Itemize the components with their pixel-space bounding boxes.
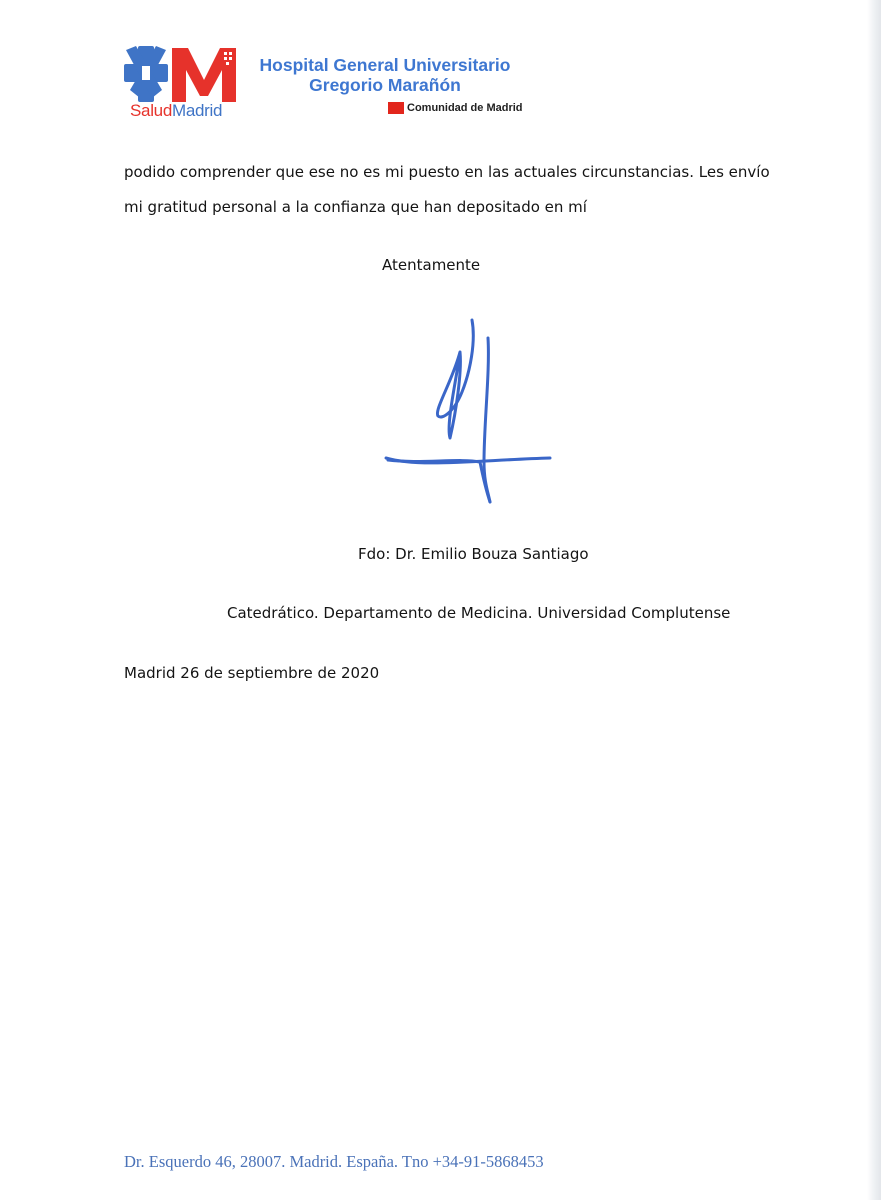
page-edge-shadow <box>867 0 881 1200</box>
letter-paragraph-line2: mi gratitud personal a la confianza que han depositado en mí <box>124 198 587 216</box>
letterhead <box>124 46 564 126</box>
signatory-name: Fdo: Dr. Emilio Bouza Santiago <box>358 545 589 563</box>
hospital-name-line2: Gregorio Marañón <box>309 75 461 95</box>
letter-date: Madrid 26 de septiembre de 2020 <box>124 664 380 682</box>
wordmark-madrid: Madrid <box>171 101 223 120</box>
hospital-name-line1: Hospital General Universitario <box>259 55 511 75</box>
closing-salutation: Atentamente <box>382 256 481 274</box>
comunidad-madrid-logo <box>388 102 523 114</box>
comunidad-label: Comunidad de Madrid <box>407 102 523 114</box>
letter-paragraph-line1: podido comprender que ese no es mi puesto en las actuales circunstancias. Les envío <box>124 163 770 181</box>
salud-madrid-wordmark <box>130 101 222 121</box>
signatory-position: Catedrático. Departamento de Medicina. Universidad Complutense <box>227 604 731 622</box>
handwritten-signature <box>380 312 560 512</box>
footer-address: Dr. Esquerdo 46, 28007. Madrid. España. Tno +34-91-5868453 <box>124 1152 544 1171</box>
comunidad-flag-icon <box>388 102 404 114</box>
salud-madrid-logo-icon <box>124 46 240 102</box>
wordmark-salud: Salud <box>130 101 172 120</box>
